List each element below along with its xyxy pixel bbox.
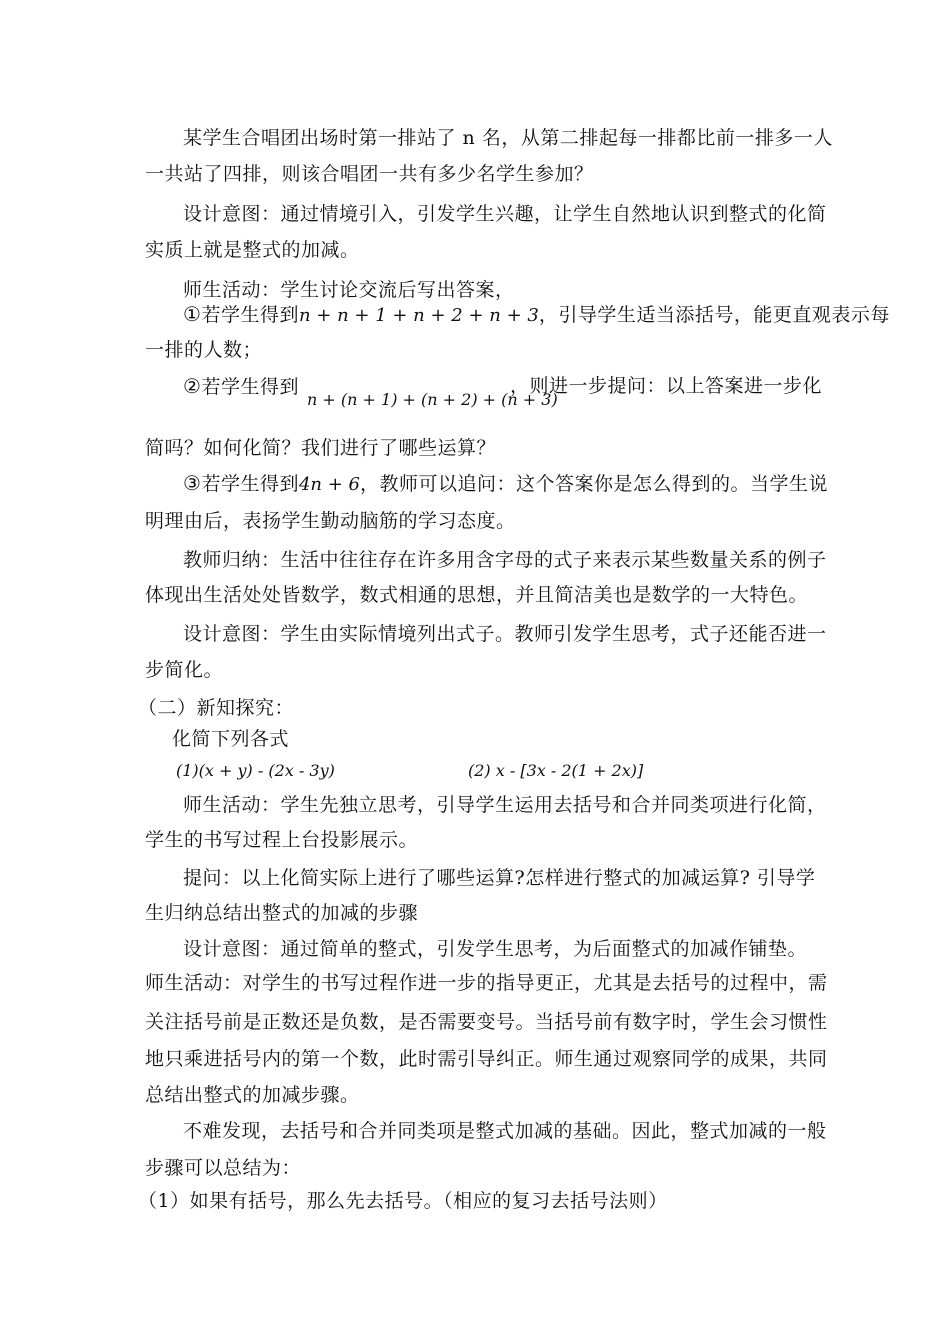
text-run: ，教师可以追问：这个答案你是怎么得到的。当学生说 [359, 473, 828, 495]
section-heading: （二）新知探究： [138, 697, 295, 719]
text-run: ，引导学生适当添括号，能更直观表示每 [538, 304, 890, 326]
paragraph-line: 体现出生活处处皆数学，数式相通的思想，并且简洁美也是数学的一大特色。 [145, 584, 809, 606]
math-expression: 4n + 6 [298, 474, 360, 495]
paragraph-line: 总结出整式的加减步骤。 [145, 1084, 360, 1106]
paragraph-line: 师生活动：学生先独立思考，引导学生运用去括号和合并同类项进行化简， [183, 794, 827, 816]
paragraph-line: 地只乘进括号内的第一个数，此时需引导纠正。师生通过观察同学的成果，共同 [145, 1048, 828, 1070]
paragraph-line: （1）如果有括号，那么先去括号。（相应的复习去括号法则） [138, 1190, 668, 1212]
circled-number: ① [183, 302, 202, 326]
math-expression: n + (n + 1) + (n + 2) + (n + 3) [307, 390, 558, 409]
exercise-2: (2) x - [3x - 2(1 + 2x)] [468, 761, 644, 780]
paragraph-line: 生归纳总结出整式的加减的步骤 [145, 902, 419, 924]
paragraph-line: 不难发现，去括号和合并同类项是整式加减的基础。因此，整式加减的一般 [183, 1120, 827, 1142]
text-run: 若学生得到 [201, 376, 299, 398]
paragraph-line: 设计意图：通过情境引入，引发学生兴趣，让学生自然地认识到整式的化简 [183, 203, 827, 225]
paragraph-line: 步简化。 [145, 659, 224, 681]
paragraph-line: 设计意图：学生由实际情境列出式子。教师引发学生思考，式子还能否进一 [183, 623, 827, 645]
paragraph-line: 提问：以上化简实际上进行了哪些运算?怎样进行整式的加减运算? 引导学 [183, 867, 816, 889]
paragraph-line [183, 299, 890, 331]
paragraph-line: 化简下列各式 [172, 728, 290, 750]
circled-number: ② [183, 374, 202, 398]
paragraph-line: 设计意图：通过简单的整式，引发学生思考，为后面整式的加减作铺垫。 [183, 938, 808, 960]
paragraph-line: 教师归纳：生活中往往存在许多用含字母的式子来表示某些数量关系的例子 [183, 549, 827, 571]
paragraph-line: 关注括号前是正数还是负数，是否需要变号。当括号前有数字时，学生会习惯性 [145, 1011, 828, 1033]
text-run: 若学生得到 [201, 304, 299, 326]
text-run: 若学生得到 [201, 473, 299, 495]
paragraph-line: 简吗？如何化简？我们进行了哪些运算？ [145, 437, 497, 459]
paragraph-line: 师生活动：对学生的书写过程作进一步的指导更正，尤其是去括号的过程中，需 [145, 972, 828, 994]
paragraph-line: 步骤可以总结为： [145, 1157, 302, 1179]
paragraph-line: 一排的人数； [145, 339, 263, 361]
paragraph-line: 某学生合唱团出场时第一排站了 n 名，从第二排起每一排都比前一排多一人 [183, 127, 833, 149]
paragraph-line: ，则进一步提问：以上答案进一步化 [510, 375, 823, 397]
paragraph-line: 实质上就是整式的加减。 [145, 239, 360, 261]
math-expression: n + n + 1 + n + 2 + n + 3 [298, 305, 539, 326]
paragraph-line: 一共站了四排，则该合唱团一共有多少名学生参加？ [145, 163, 594, 185]
paragraph-line: 师生活动：学生讨论交流后写出答案， [183, 279, 515, 301]
circled-number: ③ [183, 471, 202, 495]
exercise-1: (1)(x + y) - (2x - 3y) [176, 761, 335, 780]
paragraph-line: 明理由后，表扬学生勤动脑筋的学习态度。 [145, 510, 516, 532]
paragraph-line: 学生的书写过程上台投影展示。 [145, 829, 419, 851]
paragraph-line [183, 468, 828, 500]
